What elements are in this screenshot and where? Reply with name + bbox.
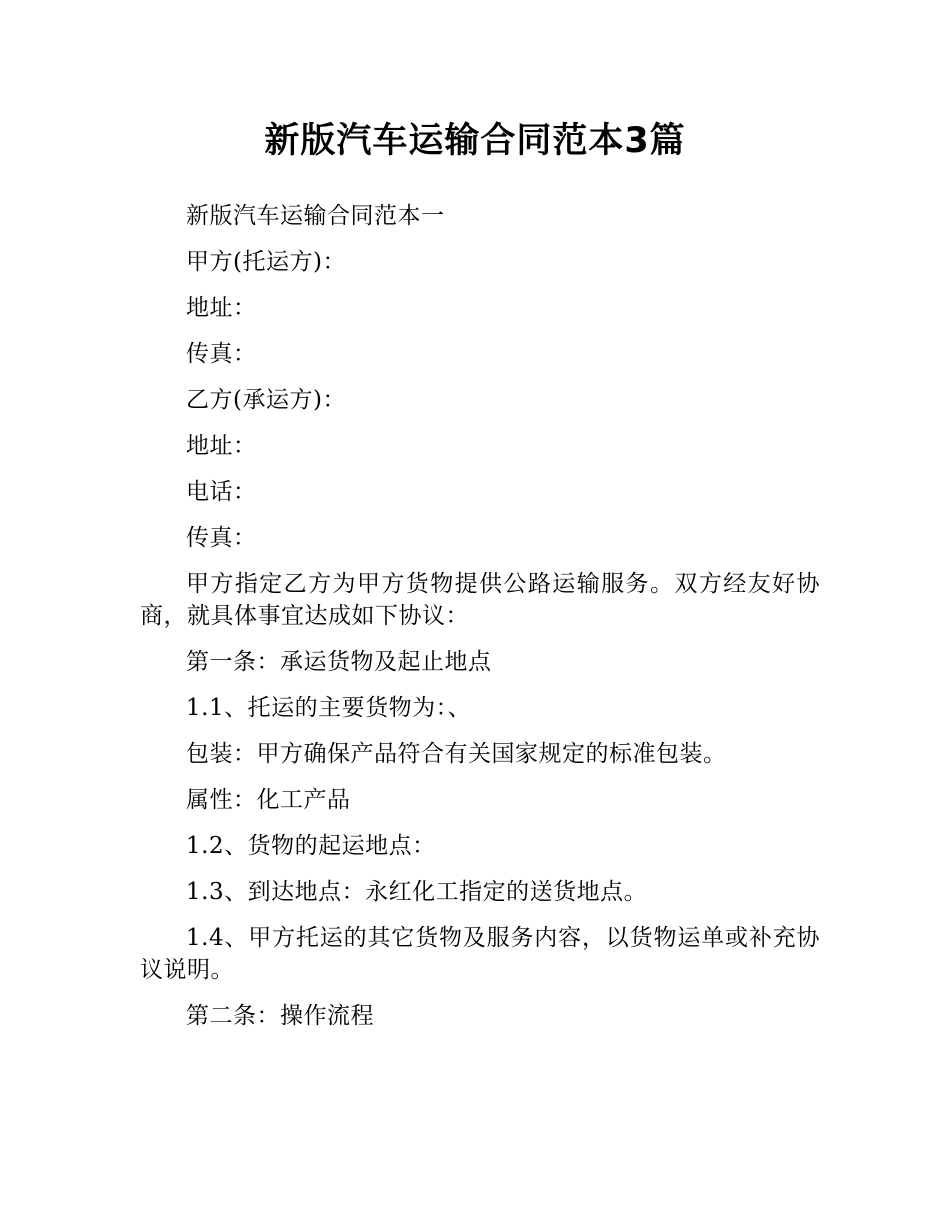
clause-1-2: 1.2、货物的起运地点：: [186, 833, 436, 859]
clause-1-4: 1.4、甲方托运的其它货物及服务内容，以货物运单或补充协议说明。: [140, 925, 820, 983]
party-a-label: 甲方(托运方)：: [186, 249, 346, 275]
party-b-phone: 电话：: [186, 479, 257, 505]
section-heading-contract-one: 新版汽车运输合同范本一: [186, 203, 445, 229]
party-b-address: 地址：: [186, 433, 257, 459]
clause-1-3: 1.3、到达地点：永红化工指定的送货地点。: [186, 879, 648, 905]
article-two-heading: 第二条：操作流程: [186, 1003, 374, 1029]
party-a-fax: 传真：: [186, 341, 257, 367]
agreement-intro: 甲方指定乙方为甲方货物提供公路运输服务。双方经友好协商，就具体事宜达成如下协议：: [140, 571, 820, 629]
packaging-clause: 包装：甲方确保产品符合有关国家规定的标准包装。: [186, 741, 727, 767]
party-a-address: 地址：: [186, 295, 257, 321]
document-body: [140, 200, 820, 1032]
attribute-clause: 属性：化工产品: [186, 787, 351, 813]
document-title: 新版汽车运输合同范本3篇: [264, 121, 686, 161]
clause-1-1: 1.1、托运的主要货物为：、: [186, 695, 472, 721]
party-b-label: 乙方(承运方)：: [186, 387, 346, 413]
party-b-fax: 传真：: [186, 525, 257, 551]
article-one-heading: 第一条：承运货物及起止地点: [186, 649, 492, 675]
